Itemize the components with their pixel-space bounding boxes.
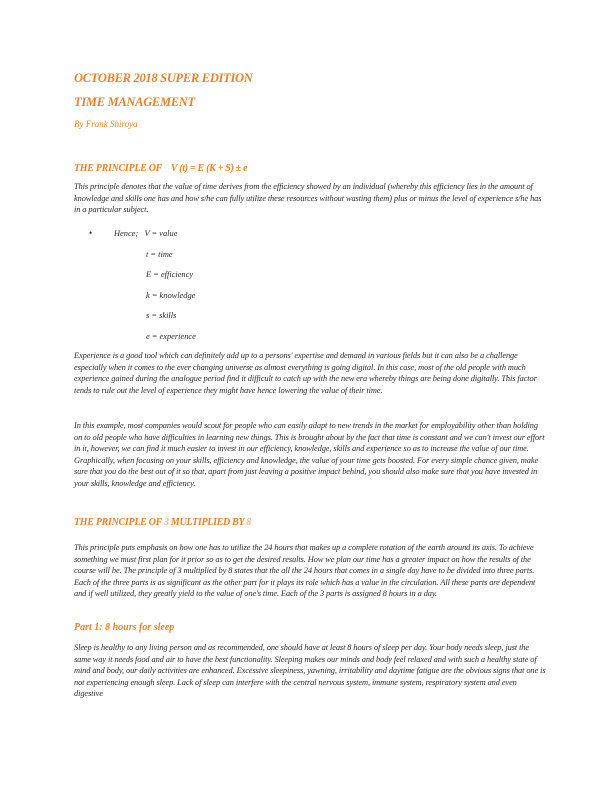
section2-intro-paragraph: This principle puts emphasis on how one has to utilize the 24 hours that makes up a complete rotation of the earth around its axis. To achieve something we must first plan for it prior so as to get the desired results. How we plan our time has a greater impact on how the results of the course will be. The principle of 3 multiplied by 8 states that the all the 24 hours that comes in a single day have to be divided into three parts. Each of the three parts is as significant as the other part for it plays its role which has a value in the circulation. All these parts are dependent and if well utilized, they greatly yield to the value of one's time. Each of the 3 parts is assigned 8 hours in a day. (74, 543, 536, 599)
definition-item: t = time (146, 250, 173, 259)
section2-heading-num1: 3 (164, 517, 169, 528)
bullet-icon: • (89, 228, 93, 238)
experience-paragraph: Experience is a good tool which can definitely add up to a persons' expertise and demand in various fields but it can also be a challenge especially when it comes to the ever changing universe as almost everything is going digital. In this case, most of the old people with much experience gained during the analogue period find it difficult to catch up with the new era whereby things are being done digitally. This factor tends to rule out the level of experience they might have hence lowering the value of their time. (74, 351, 537, 395)
definition-item: s = skills (146, 311, 177, 320)
section1-heading-formula: V (t) = E (K + S) ± e (170, 163, 248, 174)
definition-item: V = value (144, 229, 178, 238)
bullet-lead: Hence; (114, 229, 139, 238)
part1-heading: Part 1: 8 hours for sleep (74, 622, 175, 633)
definition-item: E = efficiency (146, 270, 194, 279)
definition-item: e = experience (146, 332, 196, 341)
section2-heading (74, 517, 251, 528)
section1-heading-prefix: THE PRINCIPLE OF (74, 163, 162, 174)
definition-item: k = knowledge (146, 291, 196, 300)
edition-heading: OCTOBER 2018 SUPER EDITION (74, 71, 253, 85)
section2-heading-prefix: THE PRINCIPLE OF (74, 517, 162, 528)
example-paragraph: In this example, most companies would scout for people who can easily adapt to new trends in the market for employability other than holding on to old people who have difficulties in learning new things. This is brought about by the fact that time is constant and we can't invest our effort in it, however, we can find it much easier to invest in our efficiency, knowledge, skills and experience so as to increase the value of our time. Graphically, when focusing on your skills, efficiency and knowledge, the value of your time gets boosted. For every simple chance given, make sure that you do the best out of it so that, apart from just leaving a positive impact behind, you should also make sure that you have invested in your skills, knowledge and efficiency. (74, 421, 545, 488)
author-byline: By Frank Shiroya (74, 119, 138, 129)
section2-heading-mid: MULTIPLIED BY (170, 517, 244, 528)
document-title: TIME MANAGEMENT (74, 95, 195, 109)
part1-paragraph: Sleep is healthy to any living person and as recommended, one should have at least 8 hours of sleep per day. Your body needs sleep, just the same way it needs food and air to have the best functionality. Sleeping makes our minds and body feel relaxed and with such a healthy state of mind and body, our daily activities are enhanced. Excessive sleepiness, yawning, irritability and daytime fatigue are the obvious signs that one is not experiencing enough sleep. Lack of sleep can interfere with the central nervous system, immune system, respiratory system and even digestive (74, 643, 546, 699)
section1-heading (74, 163, 247, 174)
section1-intro-paragraph: This principle denotes that the value of time derives from the efficiency showed by an individual (whereby this efficiency lies in the amount of knowledge and skills one has and how s/he can fully utilize these resources without wasting them) plus or minus the level of experience s/he has in a particular subject. (74, 182, 542, 215)
section2-heading-num2: 8 (246, 517, 251, 528)
